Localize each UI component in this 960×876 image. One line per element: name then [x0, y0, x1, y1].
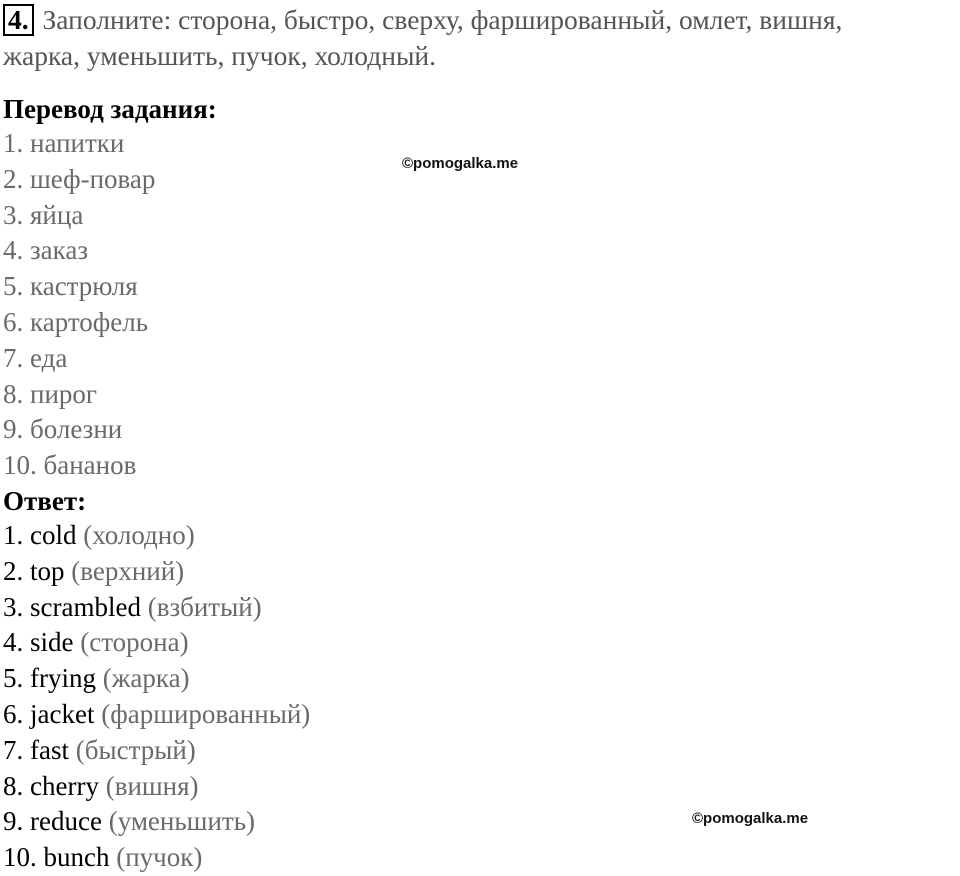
- answer-item: [3, 840, 958, 876]
- answer-item: [3, 804, 958, 840]
- answer-gloss: (фаршированный): [101, 698, 311, 729]
- translation-item: 5. кастрюля: [3, 271, 138, 302]
- answer-gloss: (холодно): [83, 519, 195, 550]
- translation-item: 3. яйца: [3, 199, 84, 230]
- answer-word: 5. frying: [3, 663, 96, 694]
- translation-item: 6. картофель: [3, 306, 149, 337]
- answer-gloss: (взбитый): [147, 591, 262, 622]
- answer-gloss: (быстрый): [75, 734, 196, 765]
- answer-word: 7. fast: [3, 734, 69, 765]
- translation-item: 10. бананов: [3, 450, 137, 481]
- answer-item: [3, 554, 958, 590]
- answer-item: [3, 769, 958, 805]
- answer-heading: Ответ:: [3, 485, 87, 516]
- answer-item: [3, 733, 958, 769]
- answer-item: [3, 661, 958, 697]
- watermark: ©pomogalka.me: [402, 155, 519, 172]
- translation-item: 4. заказ: [3, 235, 89, 266]
- answer-word: 6. jacket: [3, 698, 95, 729]
- answer-word: 8. cherry: [3, 770, 99, 801]
- task-text-line-1: Заполните: сторона, быстро, сверху, фаршированный, омлет, вишня,: [42, 4, 843, 35]
- watermark: ©pomogalka.me: [692, 810, 809, 827]
- answer-gloss: (уменьшить): [108, 806, 256, 837]
- answer-gloss: (вишня): [105, 770, 199, 801]
- task-text-line-2: жарка, уменьшить, пучок, холодный.: [3, 40, 437, 71]
- translation-item: 1. напитки: [3, 128, 125, 158]
- answer-item: [3, 625, 958, 661]
- answer-word: 1. cold: [3, 519, 77, 550]
- answer-word: 2. top: [3, 555, 65, 586]
- task-statement-line-2: [3, 38, 958, 74]
- answer-gloss: (верхний): [71, 555, 185, 586]
- document-page: [3, 2, 958, 876]
- answer-gloss: (пучок): [116, 842, 203, 873]
- translation-item: 8. пирог: [3, 378, 97, 409]
- answer-word: 9. reduce: [3, 806, 102, 837]
- answer-word: 10. bunch: [3, 842, 110, 873]
- translation-item: 2. шеф-повар: [3, 163, 156, 194]
- answer-gloss: (сторона): [80, 627, 189, 658]
- translation-list: [3, 126, 958, 484]
- answer-item: [3, 590, 958, 626]
- task-statement-line-1: [3, 2, 958, 38]
- translation-item: 7. еда: [3, 342, 68, 373]
- answer-item: [3, 518, 958, 554]
- answer-gloss: (жарка): [102, 663, 190, 694]
- answer-list: [3, 518, 958, 876]
- translation-heading: Перевод задания:: [3, 94, 217, 124]
- translation-item: 9. болезни: [3, 414, 123, 445]
- answer-word: 4. side: [3, 627, 74, 658]
- answer-word: 3. scrambled: [3, 591, 141, 622]
- answer-item: [3, 697, 958, 733]
- task-number-badge: 4.: [3, 4, 34, 36]
